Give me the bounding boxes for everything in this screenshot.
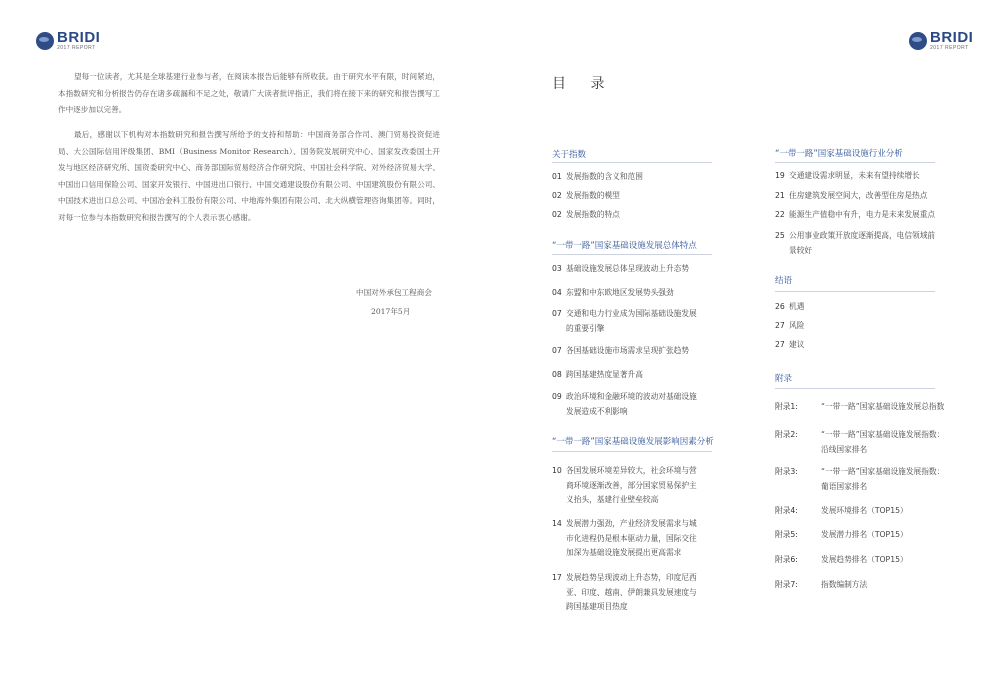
toc-item[interactable]: 02 发展指数的模型 xyxy=(552,191,620,200)
toc-section-overall-features[interactable]: “一带一路”国家基础设施发展总体特点 xyxy=(552,241,697,251)
toc-item[interactable]: 01 发展指数的含义和范围 xyxy=(552,172,643,181)
toc-item[interactable]: 14 发展潜力强劲，产业经济发展需求与城 市化进程仍是根本驱动力量，国际交往 加深为基础设施发展提出更高需求 xyxy=(552,519,697,557)
toc-item[interactable]: 27 建议 xyxy=(775,340,805,349)
toc-section-influencing-factors[interactable]: “一带一路”国家基础设施发展影响因素分析 xyxy=(552,437,714,447)
toc-section-industry-analysis[interactable]: “一带一路”国家基础设施行业分析 xyxy=(775,149,903,159)
toc-item[interactable]: 02 发展指数的特点 xyxy=(552,210,620,219)
divider xyxy=(775,162,935,163)
logo-sub: 2017 REPORT xyxy=(57,45,96,51)
toc-item[interactable]: 21 住房建筑发展空间大，改善型住房是热点 xyxy=(775,191,928,200)
toc-item[interactable]: 附录6: 发展趋势排名（TOP15） xyxy=(775,555,908,564)
toc-item[interactable]: 22 能源生产值稳中有升，电力是未来发展重点 xyxy=(775,210,936,219)
divider xyxy=(775,291,935,292)
toc-item[interactable]: 附录7: 指数编制方法 xyxy=(775,580,868,589)
bridi-logo xyxy=(36,30,100,51)
acknowledgement-paragraph: 最后，感谢以下机构对本指数研究和报告撰写所给予的支持和帮助：中国商务部合作司、澳门贸易投资促进局、大公国际信用评级集团、BMI（Business Monitor Research）、国务院发展研究中心、国家发改委国土开发与地区经济研究所、国资委研究中心、商务部国际贸易经济合作研究院、中国社会科学院、对外经济贸易大学、中国出口信用保险公司、国家开发银行、中国进出口银行、中国交通建设股份有限公司、中国建筑股份有限公司、中国技术进出口总公司、中国冶金科工股份有限公司、中地海外集团有限公司、北大纵横管理咨询集团等。同时，对每一位参与本指数研究和报告撰写的个人表示衷心感谢。 xyxy=(58,130,440,222)
toc-item[interactable]: 04 东盟和中东欧地区发展势头强劲 xyxy=(552,288,674,297)
toc-item[interactable]: 09 政治环境和金融环境的波动对基础设施 发展造成不利影响 xyxy=(552,392,697,416)
logo-name: BRIDI xyxy=(57,29,101,46)
toc-item[interactable]: 附录1: “一带一路”国家基础设施发展总指数 xyxy=(775,402,945,411)
toc-section-appendix[interactable]: 附录 xyxy=(775,374,793,384)
toc-item[interactable]: 27 风险 xyxy=(775,321,805,330)
toc-item[interactable]: 07 各国基础设施市场需求呈现扩张趋势 xyxy=(552,346,690,355)
toc-item[interactable]: 附录5: 发展潜力排名（TOP15） xyxy=(775,530,908,539)
toc-item[interactable]: 附录3: “一带一路”国家基础设施发展指数： 葡语国家排名 xyxy=(775,467,945,491)
toc-section-about-index[interactable]: 关于指数 xyxy=(552,150,587,160)
toc-item[interactable]: 07 交通和电力行业成为国际基础设施发展 的重要引擎 xyxy=(552,309,697,333)
toc-item[interactable]: 10 各国发展环境差异较大，社会环境与营 商环境逐渐改善，部分国家贸易保护主 义抬头，基建行业壁垒较高 xyxy=(552,466,697,504)
globe-icon xyxy=(909,32,927,50)
divider xyxy=(552,451,712,452)
toc-item[interactable]: 03 基础设施发展总体呈现波动上升态势 xyxy=(552,264,690,273)
toc-item[interactable]: 26 机遇 xyxy=(775,302,805,311)
globe-icon xyxy=(36,32,54,50)
divider xyxy=(775,388,935,389)
toc-title: 目 录 xyxy=(552,76,615,92)
divider xyxy=(552,162,712,163)
toc-item[interactable]: 25 公用事业政策开放度逐渐提高，电信领域前 景较好 xyxy=(775,231,936,255)
toc-item[interactable]: 17 发展趋势呈现波动上升态势，印度尼西 亚、印度、越南、伊朗兼具发展速度与 跨国基建项目热度 xyxy=(552,573,697,611)
signature-org: 中国对外承包工程商会 xyxy=(356,288,432,297)
divider xyxy=(552,254,712,255)
signature-date: 2017年5月 xyxy=(371,307,411,316)
logo-name: BRIDI xyxy=(930,29,974,46)
toc-section-conclusion[interactable]: 结语 xyxy=(775,276,793,286)
bridi-logo-right xyxy=(909,30,973,51)
toc-item[interactable]: 附录4: 发展环境排名（TOP15） xyxy=(775,506,908,515)
toc-item[interactable]: 附录2: “一带一路”国家基础设施发展指数： 沿线国家排名 xyxy=(775,430,945,454)
toc-item[interactable]: 19 交通建设需求明显，未来有望持续增长 xyxy=(775,171,920,180)
toc-item[interactable]: 08 跨国基建热度显著升高 xyxy=(552,370,643,379)
preface-paragraph-1: 望每一位读者，尤其是全球基建行业参与者，在阅读本报告后能够有所收获。由于研究水平有限，时间紧迫，本指数研究和分析报告仍存在诸多疏漏和不足之处，敬请广大读者批评指正，我们将在接下来的研究和报告撰写工作中逐步加以完善。 xyxy=(58,72,440,114)
logo-sub: 2017 REPORT xyxy=(930,45,969,51)
